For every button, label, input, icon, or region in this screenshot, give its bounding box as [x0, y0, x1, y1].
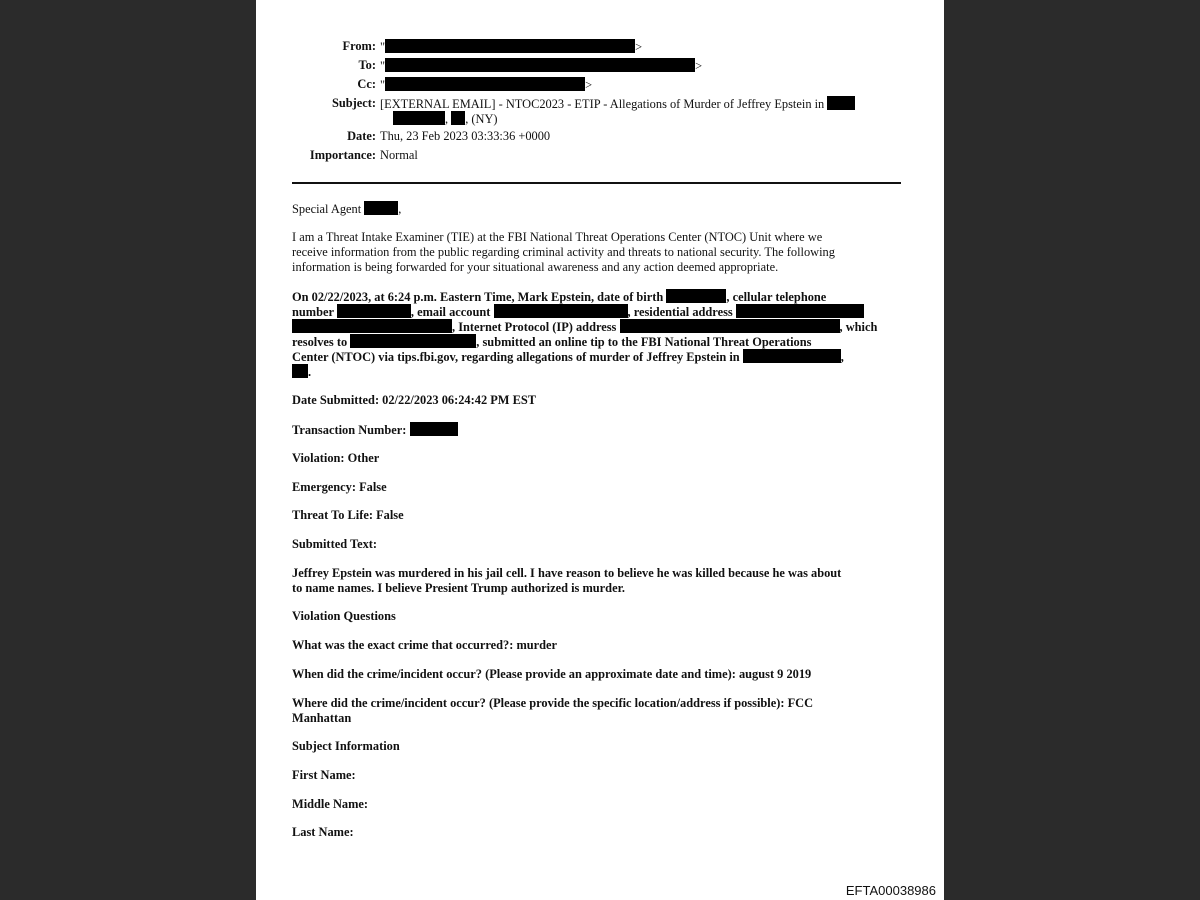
intro-line-2: receive information from the public regarding criminal activity and threats to national security. The following [292, 245, 835, 259]
threat-to-life: Threat To Life: False [292, 508, 404, 522]
middle-name-field: Middle Name: [292, 797, 369, 811]
question-when: When did the crime/incident occur? (Please provide an approximate date and time): august 9 2019 [292, 667, 812, 681]
redaction-box [410, 422, 458, 436]
summary-line-3: , Internet Protocol (IP) address , which [292, 319, 877, 335]
subject-label: Subject: [331, 96, 376, 110]
header-divider [292, 182, 901, 184]
from-value: " > [380, 40, 643, 54]
importance-label: Importance: [309, 148, 376, 162]
first-name-field: First Name: [292, 768, 356, 782]
redaction-box [620, 319, 840, 333]
to-label: To: [358, 58, 376, 72]
redaction-box [364, 201, 398, 215]
date-value: Thu, 23 Feb 2023 03:33:36 +0000 [380, 129, 551, 143]
document-page [256, 0, 944, 900]
redaction-box [385, 58, 695, 72]
redaction-box [292, 364, 308, 378]
submitted-text-line-1: Jeffrey Epstein was murdered in his jail cell. I have reason to believe he was killed because he was about [292, 566, 842, 580]
subject-line-1: [EXTERNAL EMAIL] - NTOC2023 - ETIP - Allegations of Murder of Jeffrey Epstein in [380, 96, 855, 112]
summary-line-2: number , email account , residential address [292, 304, 864, 320]
redaction-box [385, 39, 635, 53]
date-label: Date: [347, 129, 376, 143]
redaction-box [743, 349, 841, 363]
to-value: " > [380, 59, 703, 73]
redaction-box [666, 289, 726, 303]
question-where-line-2: Manhattan [292, 711, 352, 725]
submitted-text-label: Submitted Text: [292, 537, 378, 551]
cc-label: Cc: [357, 77, 376, 91]
redaction-box [494, 304, 628, 318]
emergency: Emergency: False [292, 480, 387, 494]
summary-line-1: On 02/22/2023, at 6:24 p.m. Eastern Time, Mark Epstein, date of birth , cellular telephone [292, 290, 827, 304]
question-where-line-1: Where did the crime/incident occur? (Please provide the specific location/address if possible): FCC [292, 696, 814, 710]
cc-value: " > [380, 78, 593, 92]
summary-line-5: Center (NTOC) via tips.fbi.gov, regarding allegations of murder of Jeffrey Epstein in , [292, 350, 844, 364]
summary-line-4: resolves to , submitted an online tip to the FBI National Threat Operations [292, 335, 812, 349]
violation-questions-heading: Violation Questions [292, 609, 396, 623]
subject-information-heading: Subject Information [292, 739, 400, 753]
intro-line-3: information is being forwarded for your situational awareness and any action deemed appropriate. [292, 260, 779, 274]
question-crime: What was the exact crime that occurred?: murder [292, 638, 558, 652]
salutation: Special Agent , [292, 202, 402, 216]
importance-value: Normal [380, 148, 418, 162]
from-label: From: [342, 39, 376, 53]
intro-line-1: I am a Threat Intake Examiner (TIE) at the FBI National Threat Operations Center (NTOC) Unit where we [292, 230, 823, 244]
submitted-text-line-2: to name names. I believe Presient Trump authorized is murder. [292, 581, 626, 595]
summary-line-6: . [292, 364, 311, 380]
violation: Violation: Other [292, 451, 380, 465]
redaction-box [292, 319, 452, 333]
transaction-number: Transaction Number: [292, 422, 458, 438]
redaction-box [337, 304, 411, 318]
redaction-box [385, 77, 585, 91]
redaction-box [451, 111, 465, 125]
redaction-box [736, 304, 864, 318]
redaction-box [350, 334, 476, 348]
date-submitted: Date Submitted: 02/22/2023 06:24:42 PM EST [292, 393, 537, 407]
redaction-box [827, 96, 855, 110]
bates-number: EFTA00038986 [845, 883, 936, 898]
subject-line-2: , , (NY) [393, 111, 498, 127]
last-name-field: Last Name: [292, 825, 354, 839]
redaction-box [393, 111, 445, 125]
